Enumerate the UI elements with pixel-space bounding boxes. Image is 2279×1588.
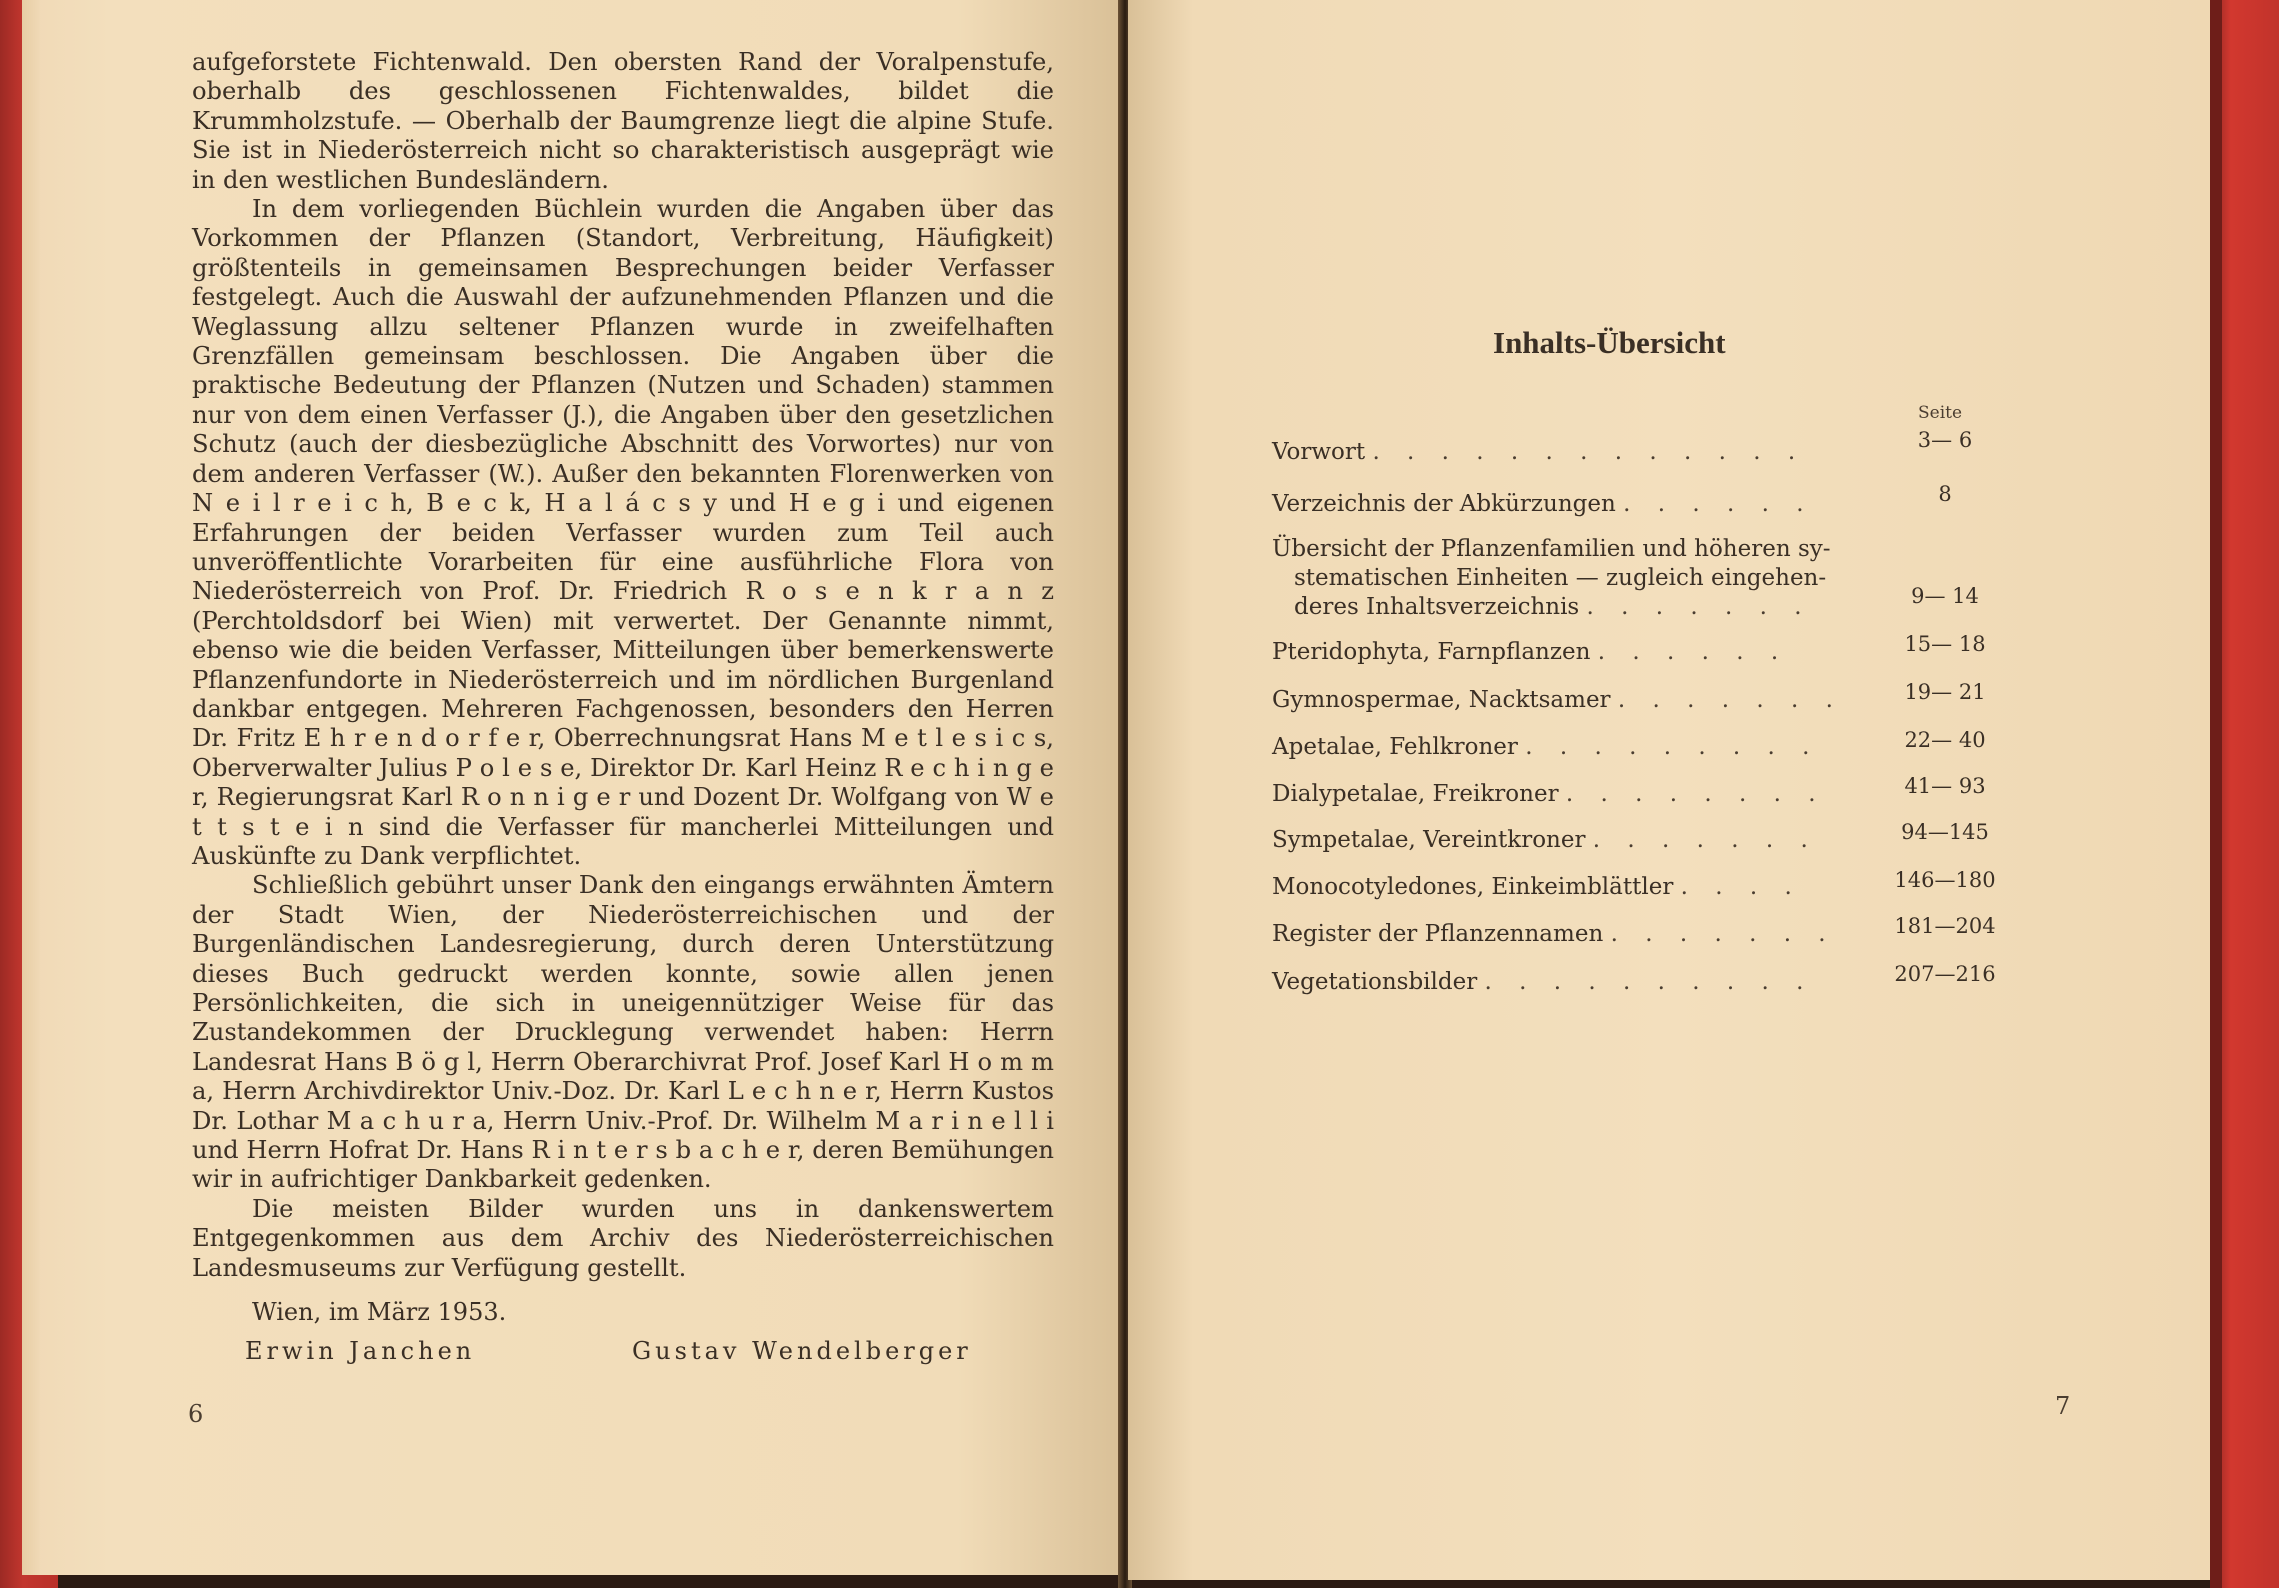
left-page-body xyxy=(192,48,1054,1283)
toc-entry-label: Monocotyledones, Einkeimblättler xyxy=(1272,874,1674,900)
toc-entry-label-line: Übersicht der Pflanzenfamilien und höheren sy- xyxy=(1272,536,1831,562)
toc-entry-label: Pteridophyta, Farnpflanzen xyxy=(1272,639,1591,665)
toc-entry xyxy=(1272,733,1872,762)
toc-page-number: 181—204 xyxy=(1894,914,1996,938)
toc-entry-label: Vorwort xyxy=(1272,439,1366,465)
toc-entry xyxy=(1272,873,1872,902)
toc-leader: . . . . . . . . . . . . . xyxy=(1372,439,1806,465)
toc-leader: . . . . . . . xyxy=(1586,594,1812,620)
toc-leader: . . . . . . . . xyxy=(1565,781,1826,807)
toc-leader: . . . . . . xyxy=(1623,491,1814,517)
toc-entry xyxy=(1272,826,1872,855)
toc-entry-label-line: stematischen Einheiten — zugleich eingehen- xyxy=(1294,565,1827,591)
toc-entry-label: Sympetalae, Vereintkroner xyxy=(1272,827,1586,853)
author-signature-wendelberger: Gustav Wendelberger xyxy=(632,1337,972,1365)
paragraph: aufgeforstete Fichtenwald. Den obersten Rand der Voralpenstufe, oberhalb des geschlossenen Fichtenwaldes, bildet die Krummholzstufe. — Oberhalb der Baumgrenze liegt die alpine Stufe. Sie ist in Niederösterreich nicht so charakteristisch ausgeprägt wie in den westlichen Bundesländern. xyxy=(192,48,1054,194)
toc-page-number: 207—216 xyxy=(1894,962,1996,986)
page-number-right: 7 xyxy=(2055,1392,2071,1420)
toc-page-number: 19— 21 xyxy=(1904,680,1986,704)
book-cover-right xyxy=(2210,0,2279,1588)
toc-leader: . . . . . . . xyxy=(1592,827,1818,853)
toc-page-number: 8 xyxy=(1938,482,1952,506)
toc-entry xyxy=(1272,780,1872,809)
toc-page-number: 15— 18 xyxy=(1904,632,1986,656)
toc-leader: . . . . xyxy=(1680,874,1802,900)
toc-entry-label: Dialypetalae, Freikroner xyxy=(1272,781,1559,807)
toc-leader: . . . . . . . xyxy=(1610,921,1836,947)
toc-leader: . . . . . . . xyxy=(1617,687,1843,713)
toc-page-number: 3— 6 xyxy=(1917,428,1973,452)
toc-page-number: 22— 40 xyxy=(1904,728,1986,752)
toc-page-number: 146—180 xyxy=(1894,868,1996,892)
place-date: Wien, im März 1953. xyxy=(252,1298,507,1326)
toc-leader: . . . . . . xyxy=(1597,639,1789,665)
toc-leader: . . . . . . . . . . xyxy=(1484,969,1814,995)
toc-title: Inhalts-Übersicht xyxy=(1493,325,1726,360)
toc-entry xyxy=(1272,638,1872,667)
toc-entry xyxy=(1272,920,1872,949)
toc-entry xyxy=(1272,535,1872,622)
paragraph: In dem vorliegenden Büchlein wurden die Angaben über das Vorkommen der Pflanzen (Standort, Verbreitung, Häufigkeit) größtenteils in gemeinsamen Besprechungen beider Verfasser festgelegt. Auch die Auswahl der aufzunehmenden Pflanzen und die Weglassung allzu seltener Pflanzen wurde in zweifelhaften Grenzfällen gemeinsam beschlossen. Die Angaben über die praktische Bedeutung der Pflanzen (Nutzen und Schaden) stammen nur von dem einen Verfasser (J.), die Angaben über den gesetzlichen Schutz (auch der diesbezügliche Abschnitt des Vorwortes) nur von dem anderen Verfasser (W.). Außer den bekannten Florenwerken von N e i l r e i c h, B e c k, H a l á c s y und H e g i und eigenen Erfahrungen der beiden Verfasser wurden zum Teil auch unveröffentlichte Vorarbeiten für eine ausführliche Flora von Niederösterreich von Prof. Dr. Friedrich R o s e n k r a n z (Perchtoldsdorf bei Wien) mit verwertet. Der Genannte nimmt, ebenso wie die beiden Verfasser, Mitteilungen über bemerkenswerte Pflanzenfundorte in Niederösterreich und im nördlichen Burgenland dankbar entgegen. Mehreren Fachgenossen, besonders den Herren Dr. Fritz E h r e n d o r f e r, Oberrechnungsrat Hans M e t l e s i c s, Oberverwalter Julius P o l e s e, Direktor Dr. Karl Heinz R e c h i n g e r, Regierungsrat Karl R o n n i g e r und Dozent Dr. Wolfgang von W e t t s t e i n sind die Verfasser für mancherlei Mitteilungen und Auskünfte zu Dank verpflichtet. xyxy=(192,195,1054,870)
toc-page-number: 9— 14 xyxy=(1911,584,1979,608)
page-column-label: Seite xyxy=(1918,403,1963,423)
toc-entry-label: Gymnospermae, Nacktsamer xyxy=(1272,687,1611,713)
toc-leader: . . . . . . . . . xyxy=(1525,734,1820,760)
toc-entry xyxy=(1272,686,1872,715)
paragraph: Die meisten Bilder wurden uns in dankenswertem Entgegenkommen aus dem Archiv des Niederösterreichischen Landesmuseums zur Verfügung gestellt. xyxy=(192,1194,1054,1282)
toc-entry-label: Apetalae, Fehlkroner xyxy=(1272,734,1518,760)
page-number-left: 6 xyxy=(188,1400,204,1428)
toc-entry-label: Vegetationsbilder xyxy=(1272,969,1478,995)
toc-entry xyxy=(1272,438,1872,467)
toc-entry-label: Register der Pflanzennamen xyxy=(1272,921,1604,947)
author-signature-janchen: Erwin Janchen xyxy=(245,1337,476,1365)
toc-entry-label-line: deres Inhaltsverzeichnis xyxy=(1294,594,1580,620)
paragraph: Schließlich gebührt unser Dank den eingangs erwähnten Ämtern der Stadt Wien, der Niederösterreichischen und der Burgenländischen Landesregierung, durch deren Unterstützung dieses Buch gedruckt werden konnte, sowie allen jenen Persönlichkeiten, die sich in uneigennütziger Weise für das Zustandekommen der Drucklegung verwendet haben: Herrn Landesrat Hans B ö g l, Herrn Oberarchivrat Prof. Josef Karl H o m m a, Herrn Archivdirektor Univ.-Doz. Dr. Karl L e c h n e r, Herrn Kustos Dr. Lothar M a c h u r a, Herrn Univ.-Prof. Dr. Wilhelm M a r i n e l l i und Herrn Hofrat Dr. Hans R i n t e r s b a c h e r, deren Bemühungen wir in aufrichtiger Dankbarkeit gedenken. xyxy=(192,871,1054,1194)
toc-page-number: 94—145 xyxy=(1901,820,1989,844)
toc-page-number: 41— 93 xyxy=(1904,774,1986,798)
toc-entry xyxy=(1272,490,1872,519)
toc-entry-label: Verzeichnis der Abkürzungen xyxy=(1272,491,1616,517)
toc-entry xyxy=(1272,968,1872,997)
